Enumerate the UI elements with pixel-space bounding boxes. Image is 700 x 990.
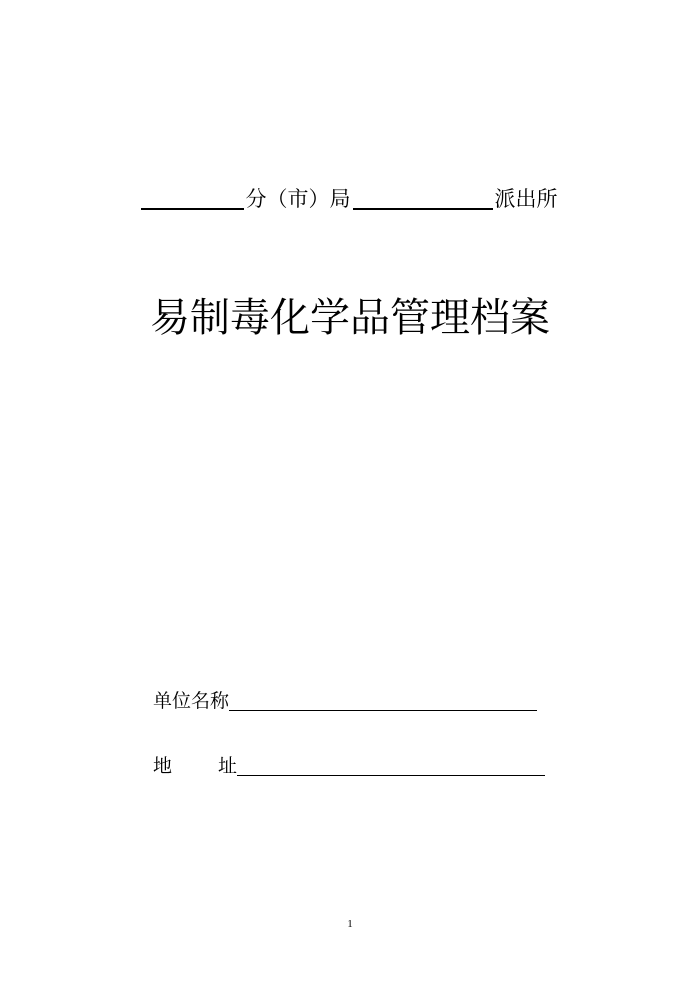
station-blank [353,186,493,210]
unit-name-row [153,683,537,711]
unit-name-label: 单位名称 [153,690,230,712]
address-label-char-1: 地 [153,755,173,777]
address-row [153,748,545,776]
unit-name-line [229,688,537,711]
bureau-blank [141,186,244,210]
address-label [153,757,237,776]
page-number: 1 [347,918,353,930]
bureau-suffix: 分（市）局 [245,187,351,211]
address-label-char-2: 址 [217,755,237,777]
address-line [237,753,545,776]
document-title: 易制毒化学品管理档案 [150,295,550,341]
station-suffix: 派出所 [494,187,558,211]
header-line [0,180,700,210]
